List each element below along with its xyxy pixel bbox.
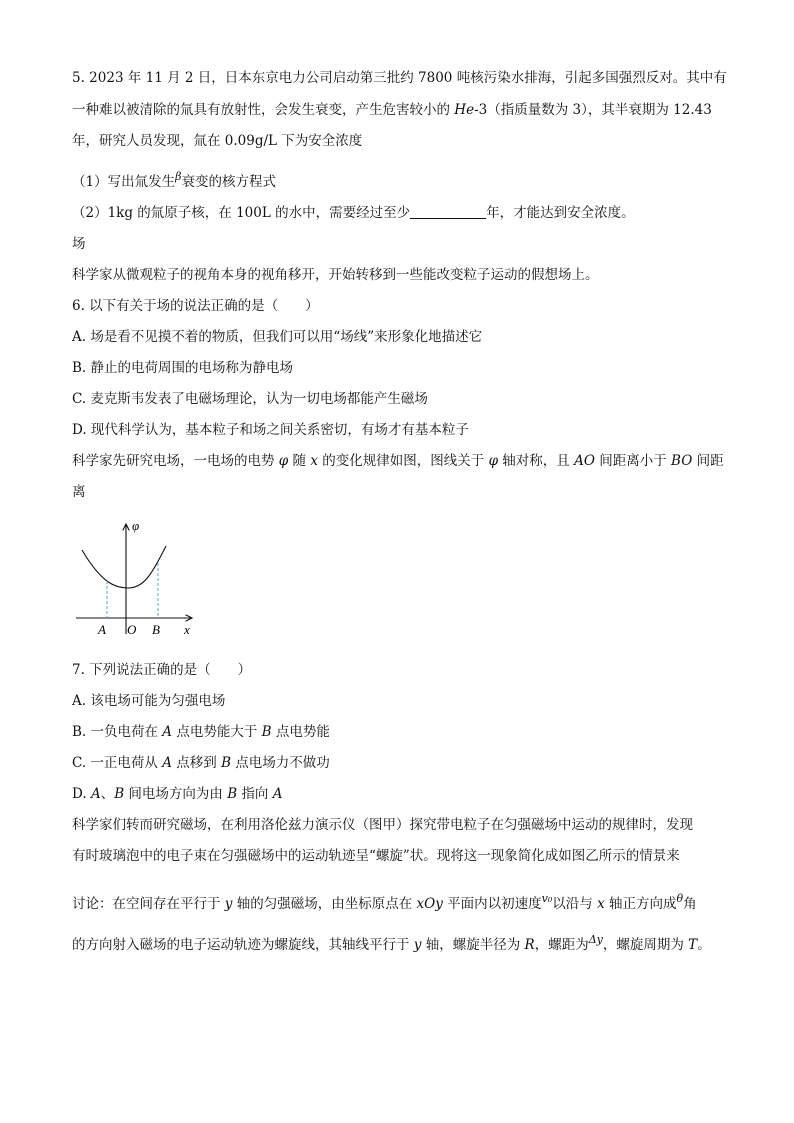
- q7-option-b-point-b: B: [261, 724, 272, 740]
- x-symbol: x: [310, 453, 318, 469]
- theta-symbol: θ: [676, 892, 684, 905]
- context7-text-e: 间距离小于: [594, 453, 672, 469]
- q7-stem-text: 7. 下列说法正确的是（ ）: [72, 662, 252, 678]
- q7-option-c-point-a: A: [162, 755, 172, 771]
- q6-stem-text: 6. 以下有关于场的说法正确的是（ ）: [72, 298, 319, 314]
- context8-text-2: 有时玻璃泡中的电子束在匀强磁场中的运动轨迹呈“螺旋”状。现将这一现象简化成如图乙所示的情景来: [72, 848, 680, 864]
- q7-option-c-point-b: B: [221, 755, 231, 771]
- q5-part-1-text: 衰变的核方程式: [181, 174, 276, 190]
- q5-part-2-text-a: （2）1kg 的氚原子核，在 100L 的水中，需要经过至少: [72, 205, 411, 221]
- phi-symbol-axis: φ: [488, 453, 499, 469]
- section-intro-text: 科学家从微观粒子的视角本身的视角移开，开始转移到一些能改变粒子运动的假想场上。: [72, 267, 599, 283]
- context7-text-d: 轴对称，且: [498, 453, 575, 469]
- q7-option-c-text-a: C. 一正电荷从: [72, 755, 163, 771]
- q7-option-c[interactable]: [72, 753, 740, 773]
- q7-stem: [72, 660, 740, 680]
- context7-text-b: 随: [288, 453, 311, 469]
- context8-text-3e: 轴正方向成: [604, 896, 677, 912]
- context8-text-3b: 轴的匀强磁场，由坐标原点在: [232, 896, 417, 912]
- context8-text-4d: ，螺旋周期为: [602, 937, 689, 953]
- r-symbol: R: [524, 937, 535, 953]
- q6-option-b-text: B. 静止的电荷周围的电场称为静电场: [72, 360, 294, 376]
- point-b-label: B: [152, 622, 160, 637]
- section-heading: [72, 234, 740, 254]
- q6-option-c-text: C. 麦克斯韦发表了电磁场理论，认为一切电场都能产生磁场: [72, 391, 428, 407]
- y-symbol: y: [224, 896, 233, 912]
- q7-option-c-text-b: 点移到: [171, 755, 222, 771]
- beta-symbol: β: [175, 170, 182, 183]
- context7-text-a: 科学家先研究电场，一电场的电势: [72, 453, 279, 469]
- section-intro: [72, 265, 740, 285]
- context7-text-f: 间距: [692, 453, 724, 469]
- q5-part-2: [72, 203, 740, 223]
- q5-line-1: [72, 68, 740, 88]
- q7-option-d-text-b: 、: [100, 786, 115, 802]
- q5-text-1: 5. 2023 年 11 月 2 日，日本东京电力公司启动第三批约 7800 吨核污染水排海，引起多国强烈反对。其中有: [72, 70, 727, 86]
- context8-line-3: [72, 889, 740, 914]
- delta-y-symbol: Δy: [588, 933, 603, 946]
- q7-option-d-text-c: 间电场方向为由: [124, 786, 228, 802]
- xoy-plane: xOy: [416, 896, 443, 912]
- q7-option-d-point-b: B: [114, 786, 125, 802]
- t-symbol: T: [688, 937, 698, 953]
- x-symbol-2: x: [597, 896, 605, 912]
- q7-option-d-text-d: 指向: [237, 786, 273, 802]
- phi-symbol: φ: [278, 453, 289, 469]
- q7-option-d-point-b2: B: [227, 786, 238, 802]
- q6-option-d-text: D. 现代科学认为，基本粒子和场之间关系密切，有场才有基本粒子: [72, 422, 469, 438]
- bo-segment: BO: [671, 453, 693, 469]
- q5-part-2-text-b: 年，才能达到安全浓度。: [486, 205, 635, 221]
- q5-part-1-label: （1）写出氚发生: [72, 174, 176, 190]
- q6-stem: [72, 296, 740, 316]
- q7-option-b-text-c: 点电势能: [271, 724, 330, 740]
- y-symbol-2: y: [413, 937, 422, 953]
- context8-text-3c: 平面内以初速度: [442, 896, 542, 912]
- context7-text-2: 离: [72, 484, 86, 500]
- q5-text-2a: 一种难以被清除的氚具有放射性，会发生衰变，产生危害较小的: [72, 102, 455, 118]
- answer-blank[interactable]: [410, 204, 486, 219]
- q7-option-d[interactable]: [72, 784, 740, 804]
- point-o-label: O: [127, 622, 137, 637]
- context8-text-1: 科学家们转而研究磁场，在利用洛伦兹力演示仪（图甲）探究带电粒子在匀强磁场中运动的规律时，发现: [72, 817, 693, 833]
- q7-option-a[interactable]: [72, 691, 740, 711]
- q7-option-c-text-c: 点电场力不做功: [231, 755, 330, 771]
- q6-option-a-text: A. 场是看不见摸不着的物质，但我们可以用“场线”来形象化地描述它: [72, 329, 483, 345]
- context7-text-c: 的变化规律如图，图线关于: [317, 453, 489, 469]
- q5-text-2b: -3（指质量数为 3），其半衰期为 12.43: [474, 102, 712, 118]
- point-a-label: A: [98, 622, 106, 637]
- section-heading-text: 场: [72, 236, 86, 252]
- q5-line-3: [72, 131, 740, 151]
- q6-option-d[interactable]: [72, 420, 740, 440]
- x-axis-label: x: [184, 622, 190, 637]
- q7-option-d-text-a: D.: [72, 786, 91, 802]
- q6-option-b[interactable]: [72, 358, 740, 378]
- helium-symbol: He: [454, 102, 475, 118]
- q7-option-d-point-a: A: [90, 786, 101, 802]
- context8-text-3d: 以沿与: [552, 896, 598, 912]
- context7-line-1: [72, 451, 740, 471]
- q7-option-b-text-b: 点电势能大于: [172, 724, 262, 740]
- v0-symbol: v₀: [541, 892, 553, 905]
- context8-text-4b: 轴，螺旋半径为: [421, 937, 525, 953]
- context7-line-2: [72, 482, 740, 502]
- q7-option-b-point-a: A: [162, 724, 173, 740]
- ao-segment: AO: [574, 453, 595, 469]
- q7-option-b-text-a: B. 一负电荷在: [72, 724, 163, 740]
- y-axis-label: φ: [132, 518, 140, 533]
- potential-graph: [72, 516, 200, 642]
- context8-text-3a: 讨论：在空间存在平行于: [72, 896, 225, 912]
- q7-option-b[interactable]: [72, 722, 740, 742]
- q7-option-a-text: A. 该电场可能为匀强电场: [72, 693, 226, 709]
- context8-line-2: [72, 846, 740, 866]
- q7-option-d-point-a2: A: [272, 786, 283, 802]
- q6-option-a[interactable]: [72, 327, 740, 347]
- context8-text-4c: ，螺距为: [534, 937, 589, 953]
- context8-text-4e: 。: [697, 937, 711, 953]
- context8-line-1: [72, 815, 740, 835]
- q6-option-c[interactable]: [72, 389, 740, 409]
- context8-line-4: [72, 930, 740, 955]
- context8-text-3f: 角: [683, 896, 697, 912]
- context8-text-4a: 的方向射入磁场的电子运动轨迹为螺旋线，其轴线平行于: [72, 937, 414, 953]
- potential-curve: [82, 546, 166, 588]
- q5-part-1: [72, 167, 740, 192]
- q5-text-3: 年，研究人员发现，氚在 0.09g/L 下为安全浓度: [72, 133, 363, 149]
- q5-line-2: [72, 100, 740, 120]
